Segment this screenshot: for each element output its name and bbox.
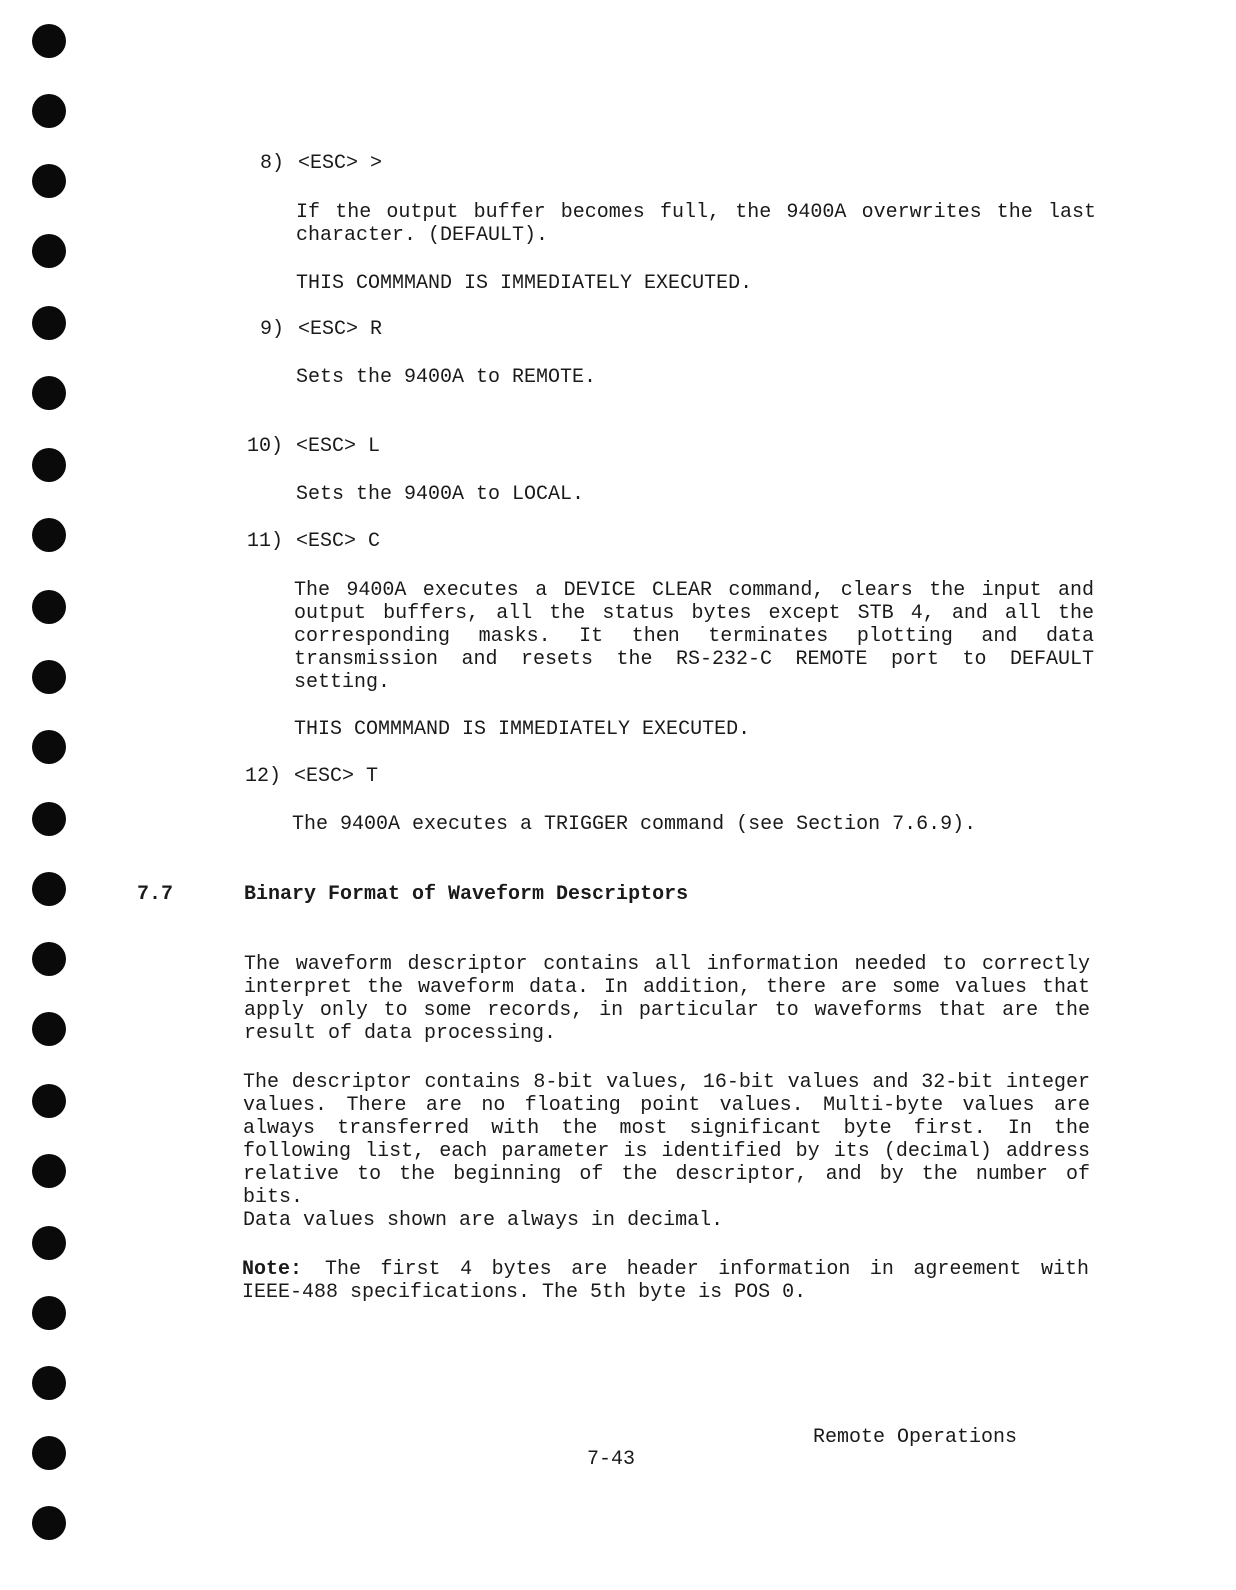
text-line: output buffers, all the status bytes except STB 4, and all the — [294, 602, 1094, 625]
binder-hole — [32, 306, 66, 340]
text-line: The descriptor contains 8-bit values, 16-bit values and 32-bit integer — [243, 1071, 1090, 1094]
binder-hole — [32, 1154, 66, 1188]
text-line: transmission and resets the RS-232-C REMOTE port to DEFAULT — [294, 648, 1094, 671]
binder-hole — [32, 164, 66, 198]
section-title: Binary Format of Waveform Descriptors — [244, 883, 689, 906]
text-line: The 9400A executes a DEVICE CLEAR command, clears the input and — [294, 579, 1094, 602]
item-description: Sets the 9400A to LOCAL. — [296, 483, 585, 506]
binder-hole — [32, 942, 66, 976]
binder-hole — [32, 234, 66, 268]
text-line: always transferred with the most significant byte first. In the — [243, 1117, 1090, 1140]
item-command: <ESC> C — [296, 530, 381, 553]
text-line: apply only to some records, in particular to waveforms that are the — [244, 999, 1090, 1022]
binder-hole — [32, 94, 66, 128]
binder-hole — [32, 1012, 66, 1046]
section-paragraph — [244, 953, 1090, 1045]
binder-hole — [32, 1506, 66, 1540]
binder-hole — [32, 802, 66, 836]
binder-hole — [32, 730, 66, 764]
text-line: relative to the beginning of the descriptor, and by the number of bits. — [243, 1163, 1090, 1209]
item-note: THIS COMMMAND IS IMMEDIATELY EXECUTED. — [294, 718, 751, 741]
item-number: 11) — [247, 530, 284, 553]
text-line: following list, each parameter is identified by its (decimal) address — [243, 1140, 1090, 1163]
section-paragraph — [243, 1071, 1090, 1232]
binder-hole — [32, 1436, 66, 1470]
binder-hole — [32, 872, 66, 906]
binder-hole — [32, 590, 66, 624]
item-description — [294, 579, 1094, 694]
binder-hole — [32, 1296, 66, 1330]
item-number: 12) — [245, 765, 282, 788]
binder-hole — [32, 1084, 66, 1118]
item-note: THIS COMMMAND IS IMMEDIATELY EXECUTED. — [296, 272, 753, 295]
binder-hole — [32, 376, 66, 410]
item-description — [296, 201, 1096, 247]
text-line: setting. — [294, 671, 391, 694]
item-command: <ESC> R — [298, 318, 383, 341]
text-line: Data values shown are always in decimal. — [243, 1209, 724, 1232]
item-command: <ESC> T — [294, 765, 379, 788]
text-line: The first 4 bytes are header information in agreement with — [325, 1258, 1089, 1281]
item-number: 8) — [260, 152, 285, 175]
item-description: The 9400A executes a TRIGGER command (see Section 7.6.9). — [292, 813, 977, 836]
item-number: 9) — [260, 318, 285, 341]
note-label: Note: — [242, 1258, 303, 1281]
text-line: The waveform descriptor contains all information needed to correctly — [244, 953, 1090, 976]
text-line: If the output buffer becomes full, the 9400A overwrites the last — [296, 201, 1096, 224]
footer-chapter: Remote Operations — [813, 1426, 1018, 1449]
text-line: character. (DEFAULT). — [296, 224, 549, 247]
text-line: interpret the waveform data. In addition, there are some values that — [244, 976, 1090, 999]
item-command: <ESC> L — [296, 435, 381, 458]
binder-hole — [32, 24, 66, 58]
binder-hole — [32, 1226, 66, 1260]
item-command: <ESC> > — [298, 152, 383, 175]
note-text — [325, 1258, 1089, 1281]
binder-hole — [32, 1366, 66, 1400]
binder-hole — [32, 518, 66, 552]
binder-hole — [32, 660, 66, 694]
text-line: values. There are no floating point values. Multi-byte values are — [243, 1094, 1090, 1117]
item-description: Sets the 9400A to REMOTE. — [296, 366, 597, 389]
text-line: corresponding masks. It then terminates plotting and data — [294, 625, 1094, 648]
page-number: 7-43 — [587, 1448, 636, 1471]
item-number: 10) — [247, 435, 284, 458]
text-line: result of data processing. — [244, 1022, 557, 1045]
binder-hole — [32, 448, 66, 482]
section-number: 7.7 — [137, 883, 174, 906]
note-text-continued: IEEE-488 specifications. The 5th byte is POS 0. — [242, 1281, 807, 1304]
